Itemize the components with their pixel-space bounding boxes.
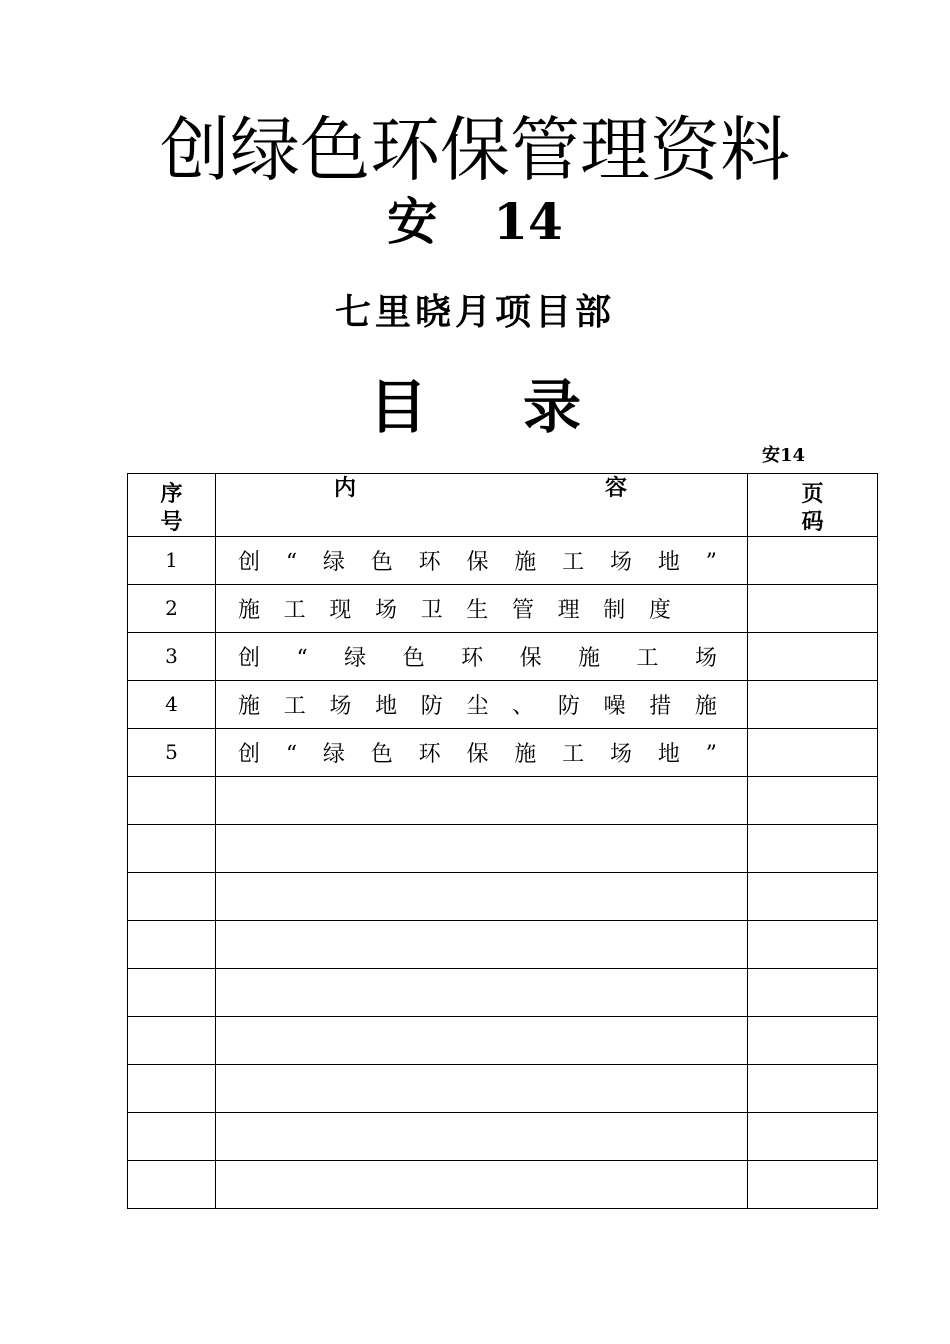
toc-row-number	[128, 969, 216, 1017]
toc-row-char	[409, 678, 431, 679]
toc-row-page	[748, 729, 878, 777]
code-number: 14	[493, 192, 563, 251]
toc-row-page	[748, 1161, 878, 1209]
toc-row-content	[216, 969, 748, 1017]
toc-row	[128, 681, 878, 729]
toc-row-char: 场	[609, 550, 632, 575]
toc-row-page	[748, 537, 878, 585]
toc-row-page	[748, 921, 878, 969]
toc-row-number: 4	[128, 681, 216, 729]
toc-row-char: 绿	[322, 742, 345, 767]
toc-row-char: 创	[238, 550, 261, 575]
toc-heading	[0, 372, 950, 442]
document-main-title: 创绿色环保管理资料	[160, 109, 790, 191]
toc-row-page	[748, 969, 878, 1017]
toc-row-char: 保	[466, 742, 489, 767]
toc-row-char	[358, 582, 380, 583]
toc-row-char: ”	[705, 550, 717, 575]
toc-empty-row	[128, 825, 878, 873]
toc-row-char: 理	[557, 598, 580, 623]
toc-row-char: 色	[402, 646, 425, 671]
toc-row-content	[216, 1113, 748, 1161]
toc-row-page	[748, 585, 878, 633]
toc-row-content	[216, 873, 748, 921]
toc-row-text-line	[238, 774, 717, 775]
toc-table	[127, 473, 878, 1209]
toc-row-content	[216, 681, 748, 729]
toc-row-char: 施	[578, 646, 601, 671]
toc-row-char: 工	[562, 550, 585, 575]
toc-row-text-line	[238, 688, 717, 726]
toc-row-char: 绿	[322, 550, 345, 575]
toc-row-content	[216, 777, 748, 825]
doc-code-label: 安14	[762, 445, 806, 466]
toc-row-char: 地	[657, 550, 680, 575]
header-page: 页码	[748, 474, 878, 537]
toc-row-content	[216, 921, 748, 969]
toc-row-char: 地	[657, 742, 680, 767]
toc-row-number	[128, 1017, 216, 1065]
toc-row-char: 施	[238, 694, 261, 719]
toc-row-char: 工	[636, 646, 659, 671]
toc-row-char	[278, 678, 311, 679]
toc-row-char: 措	[649, 694, 672, 719]
toc-row-char: 色	[370, 742, 393, 767]
toc-row-char: 管	[511, 598, 534, 623]
toc-row-char: 施	[238, 598, 261, 623]
toc-heading-right: 录	[523, 373, 582, 441]
toc-row-content	[216, 537, 748, 585]
toc-row-char	[238, 678, 260, 679]
toc-row-char: 施	[514, 742, 537, 767]
toc-row-char	[449, 678, 471, 679]
code-prefix: 安	[387, 192, 438, 251]
toc-row-number	[128, 777, 216, 825]
toc-row-page	[748, 633, 878, 681]
toc-row	[128, 633, 878, 681]
toc-row-content	[216, 1017, 748, 1065]
toc-row-page	[748, 873, 878, 921]
header-no: 序号	[128, 474, 216, 537]
toc-row-text-line	[238, 678, 717, 679]
toc-row-page	[748, 825, 878, 873]
toc-row-char: “	[285, 742, 298, 767]
toc-row-char: 绿	[344, 646, 367, 671]
toc-row-char: 防	[557, 694, 580, 719]
toc-empty-row	[128, 777, 878, 825]
toc-row-number	[128, 1161, 216, 1209]
toc-row-text-line	[238, 544, 717, 582]
toc-row-char: 场	[694, 646, 717, 671]
project-name: 七里晓月项目部	[334, 291, 615, 333]
toc-row-char: 保	[519, 646, 542, 671]
toc-row	[128, 537, 878, 585]
toc-row-char: 地	[375, 694, 398, 719]
toc-row-char	[278, 774, 300, 775]
toc-empty-row	[128, 873, 878, 921]
toc-row-char: 噪	[603, 694, 626, 719]
toc-row-char: 现	[329, 598, 352, 623]
toc-row-char: 尘	[466, 694, 489, 719]
toc-heading-left: 目	[368, 373, 427, 441]
document-code-line	[0, 192, 950, 252]
toc-empty-row	[128, 1065, 878, 1113]
toc-row-char: 场	[374, 598, 397, 623]
toc-row-char: 场	[329, 694, 352, 719]
toc-row-page	[748, 681, 878, 729]
toc-row-char: 色	[370, 550, 393, 575]
toc-row-char: 度	[648, 598, 671, 623]
toc-row-char: “	[296, 646, 308, 671]
toc-row-text-line	[238, 736, 717, 774]
toc-row-number	[128, 825, 216, 873]
toc-row-char: 生	[466, 598, 489, 623]
toc-row-char: 防	[420, 694, 443, 719]
toc-row-char: 施	[514, 550, 537, 575]
toc-row-char: 环	[461, 646, 484, 671]
toc-row-char: 制	[603, 598, 626, 623]
toc-row-content	[216, 825, 748, 873]
toc-row-char: “	[285, 550, 298, 575]
toc-row-text-line	[238, 640, 717, 678]
toc-row-content	[216, 1065, 748, 1113]
toc-row-char: 场	[609, 742, 632, 767]
toc-row	[128, 729, 878, 777]
toc-row-char: 卫	[420, 598, 443, 623]
toc-empty-row	[128, 1017, 878, 1065]
toc-empty-row	[128, 969, 878, 1017]
toc-row-content	[216, 729, 748, 777]
toc-row	[128, 585, 878, 633]
toc-row-char	[318, 774, 340, 775]
toc-row-char: 环	[418, 550, 441, 575]
toc-row-page	[748, 1065, 878, 1113]
toc-row-char: 施	[694, 694, 717, 719]
toc-row-char	[278, 582, 300, 583]
toc-row-char: 工	[283, 694, 306, 719]
header-content	[216, 474, 748, 537]
toc-row-number	[128, 1113, 216, 1161]
toc-empty-row	[128, 921, 878, 969]
toc-row-char: 工	[283, 598, 306, 623]
toc-row-char	[238, 582, 260, 583]
toc-row-number	[128, 1065, 216, 1113]
toc-row-page	[748, 1017, 878, 1065]
toc-row-char: 创	[238, 646, 261, 671]
toc-row-number	[128, 921, 216, 969]
toc-row-text-line	[238, 582, 717, 583]
toc-row-char	[318, 582, 340, 583]
toc-row-content	[216, 1161, 748, 1209]
toc-row-number: 2	[128, 585, 216, 633]
toc-empty-row	[128, 1113, 878, 1161]
toc-row-char	[238, 774, 260, 775]
header-content-left: 内	[334, 475, 357, 501]
toc-row-text-line	[238, 592, 717, 630]
toc-row-char: 、	[512, 694, 535, 719]
toc-row-char: 保	[466, 550, 489, 575]
toc-row-page	[748, 1113, 878, 1161]
toc-row-char: 工	[562, 742, 585, 767]
toc-header-row	[128, 474, 878, 537]
toc-empty-row	[128, 1161, 878, 1209]
toc-row-char: 环	[418, 742, 441, 767]
toc-row-char	[329, 678, 351, 679]
toc-row-content	[216, 585, 748, 633]
toc-row-number: 3	[128, 633, 216, 681]
toc-row-char: 创	[238, 742, 261, 767]
toc-row-number	[128, 873, 216, 921]
header-content-right: 容	[604, 475, 627, 501]
toc-row-number: 5	[128, 729, 216, 777]
toc-row-content	[216, 633, 748, 681]
toc-row-number: 1	[128, 537, 216, 585]
toc-row-char: ”	[705, 742, 717, 767]
toc-row-char	[369, 678, 391, 679]
toc-row-page	[748, 777, 878, 825]
